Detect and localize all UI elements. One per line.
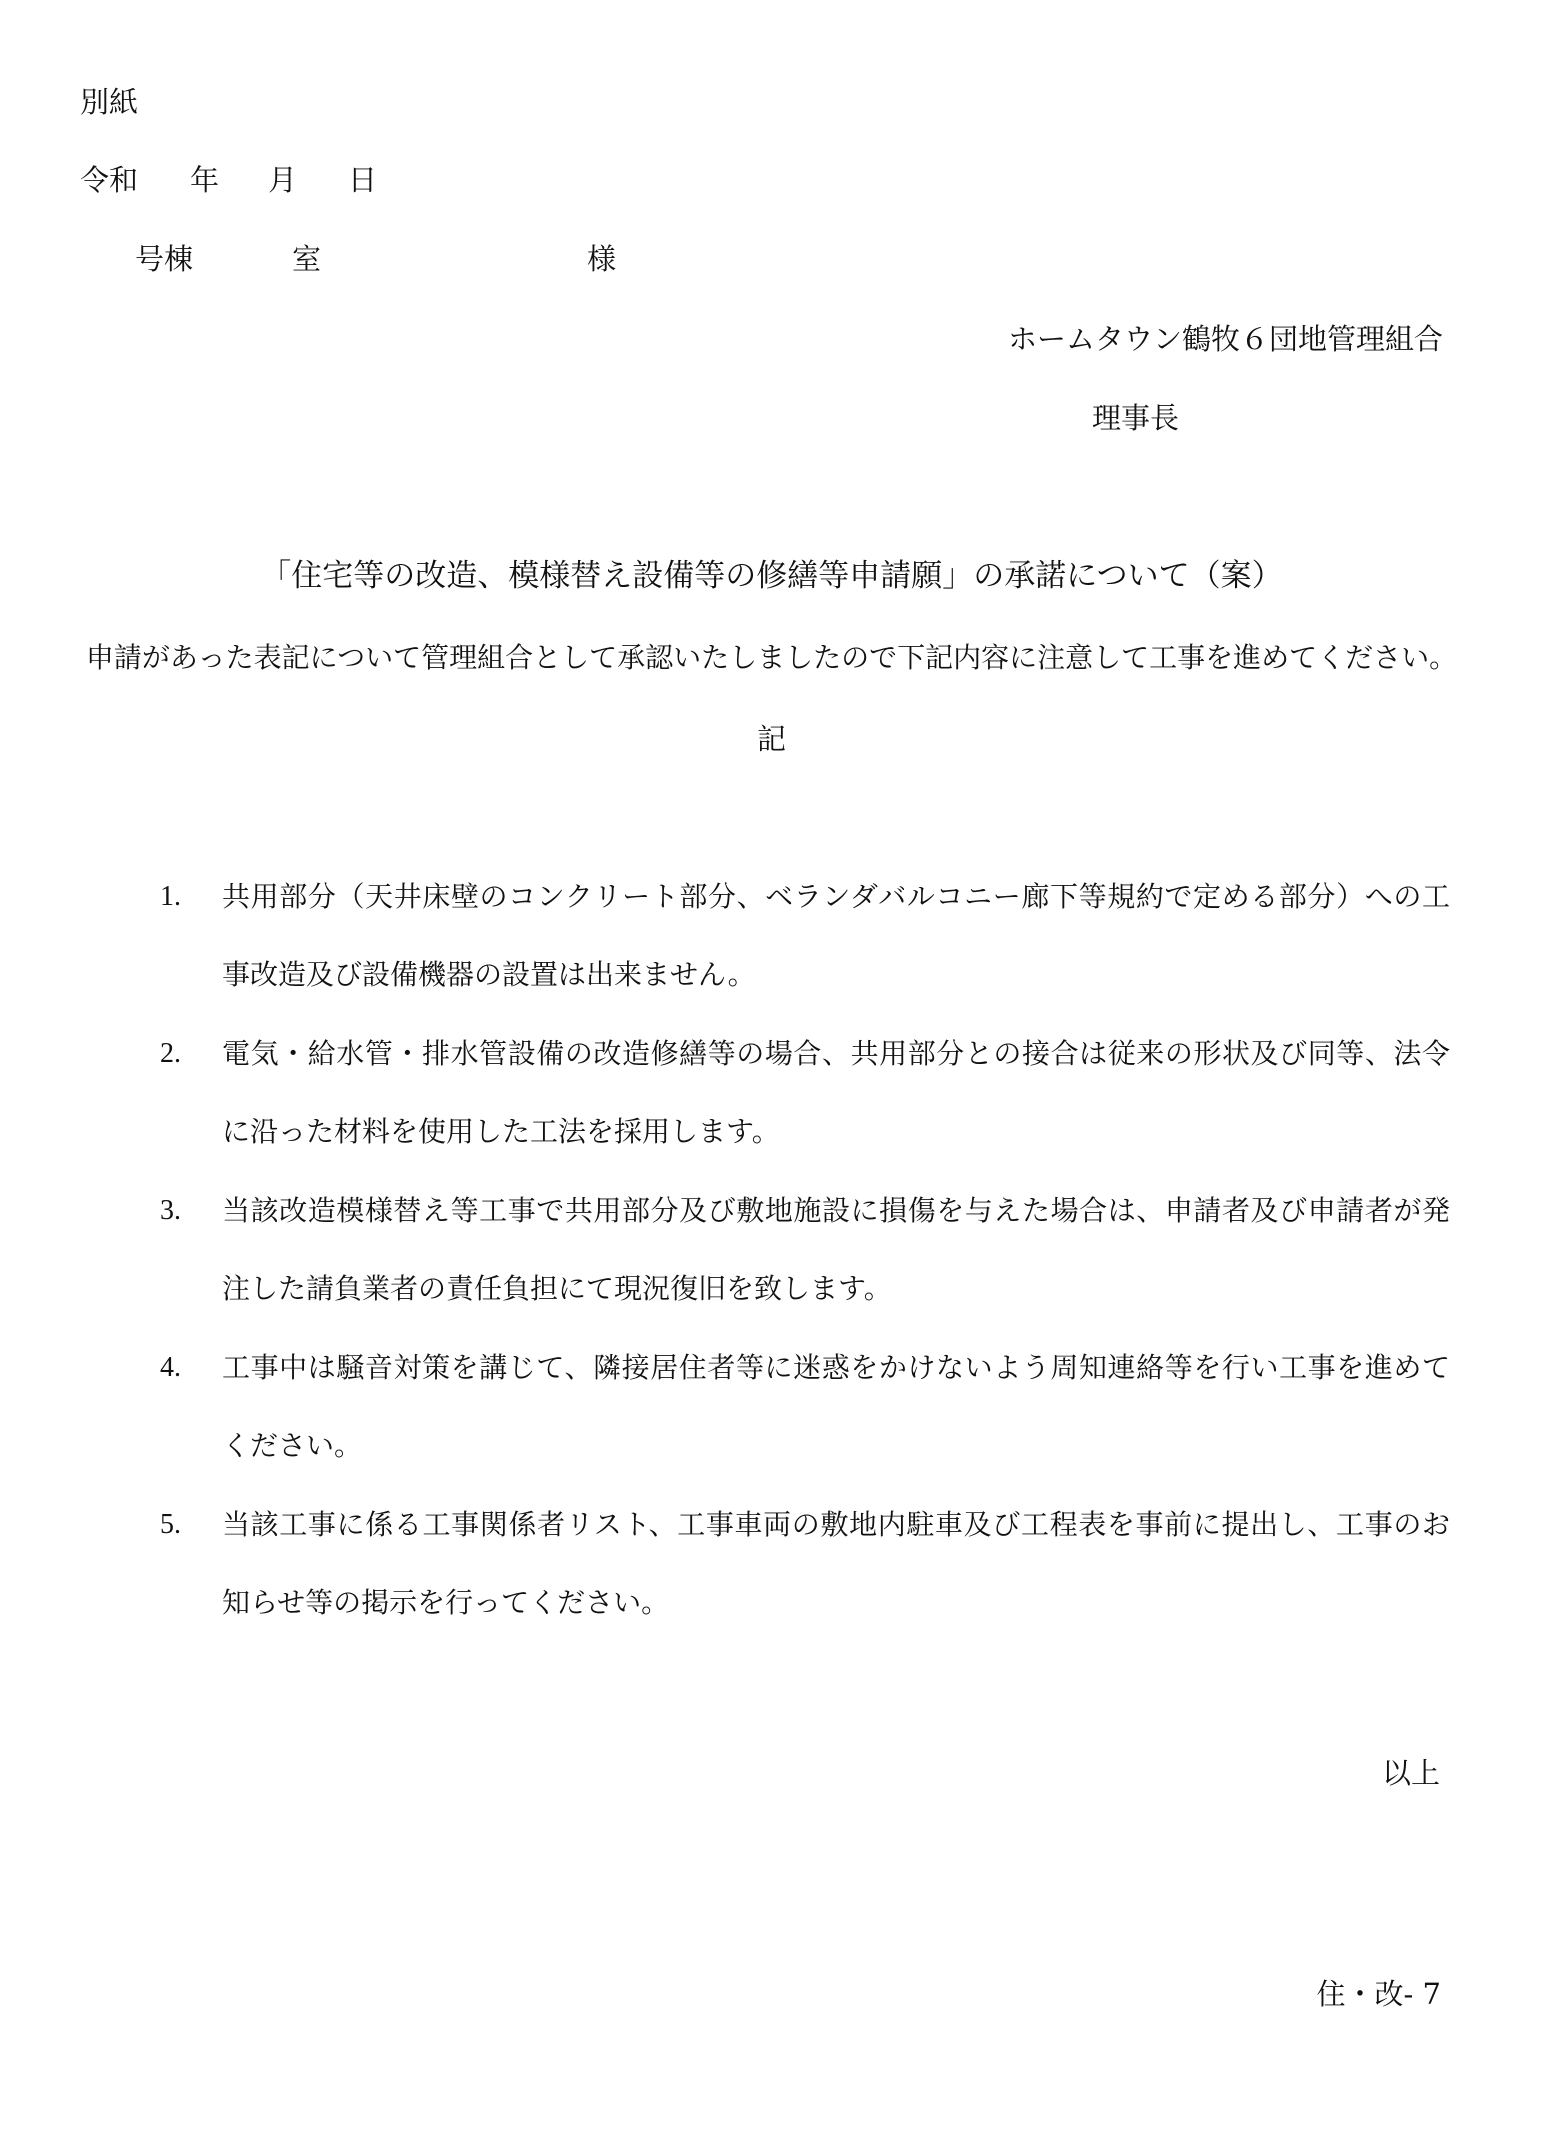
intro-text: 申請があった表記について管理組合として承認いたしましたので下記内容に注意して工事を進めてください。 <box>85 641 1458 674</box>
list-item-number: 4. <box>160 1352 181 1383</box>
recipient-honorific: 様 <box>587 242 617 276</box>
date-day-unit: 日 <box>348 163 378 197</box>
recipient-building-unit: 号棟 <box>135 242 194 276</box>
recipient-room-unit: 室 <box>292 242 322 276</box>
list-item-number: 3. <box>160 1195 181 1226</box>
list-item-number: 5. <box>160 1509 181 1540</box>
list-item <box>160 1350 1450 1480</box>
list-item <box>160 1036 1450 1166</box>
list-item-text: 当該工事に係る工事関係者リスト、工事車両の敷地内駐車及び工程表を事前に提出し、工事のお知らせ等の掲示を行ってください。 <box>222 1508 1450 1619</box>
sender-title: 理事長 <box>1092 401 1180 435</box>
list-item <box>160 1193 1450 1323</box>
attachment-label: 別紙 <box>80 85 139 119</box>
ki-label: 記 <box>756 722 786 756</box>
sender-organization: ホームタウン鶴牧６団地管理組合 <box>1007 322 1443 356</box>
date-era: 令和 <box>80 163 139 197</box>
list-item-number: 1. <box>160 881 181 912</box>
page-code: 住・改- 7 <box>1316 1977 1441 2011</box>
list-item-text: 共用部分（天井床壁のコンクリート部分、ベランダバルコニー廊下等規約で定める部分）への工事改造及び設備機器の設置は出来ません。 <box>222 880 1450 991</box>
list-item <box>160 1507 1450 1637</box>
list-item-text: 当該改造模様替え等工事で共用部分及び敷地施設に損傷を与えた場合は、申請者及び申請者が発注した請負業者の責任負担にて現況復旧を致します。 <box>222 1194 1450 1305</box>
closing-text: 以上 <box>1381 1756 1440 1790</box>
list-item-text: 工事中は騒音対策を講じて、隣接居住者等に迷惑をかけないよう周知連絡等を行い工事を進めてください。 <box>222 1351 1450 1462</box>
date-month-unit: 月 <box>268 163 298 197</box>
list-item-text: 電気・給水管・排水管設備の改造修繕等の場合、共用部分との接合は従来の形状及び同等、法令に沿った材料を使用した工法を採用します。 <box>222 1037 1450 1148</box>
date-year-unit: 年 <box>190 163 220 197</box>
list-item-number: 2. <box>160 1038 181 1069</box>
document-title: 「住宅等の改造、模様替え設備等の修繕等申請願」の承諾について（案） <box>260 558 1283 594</box>
list-item <box>160 879 1450 1009</box>
